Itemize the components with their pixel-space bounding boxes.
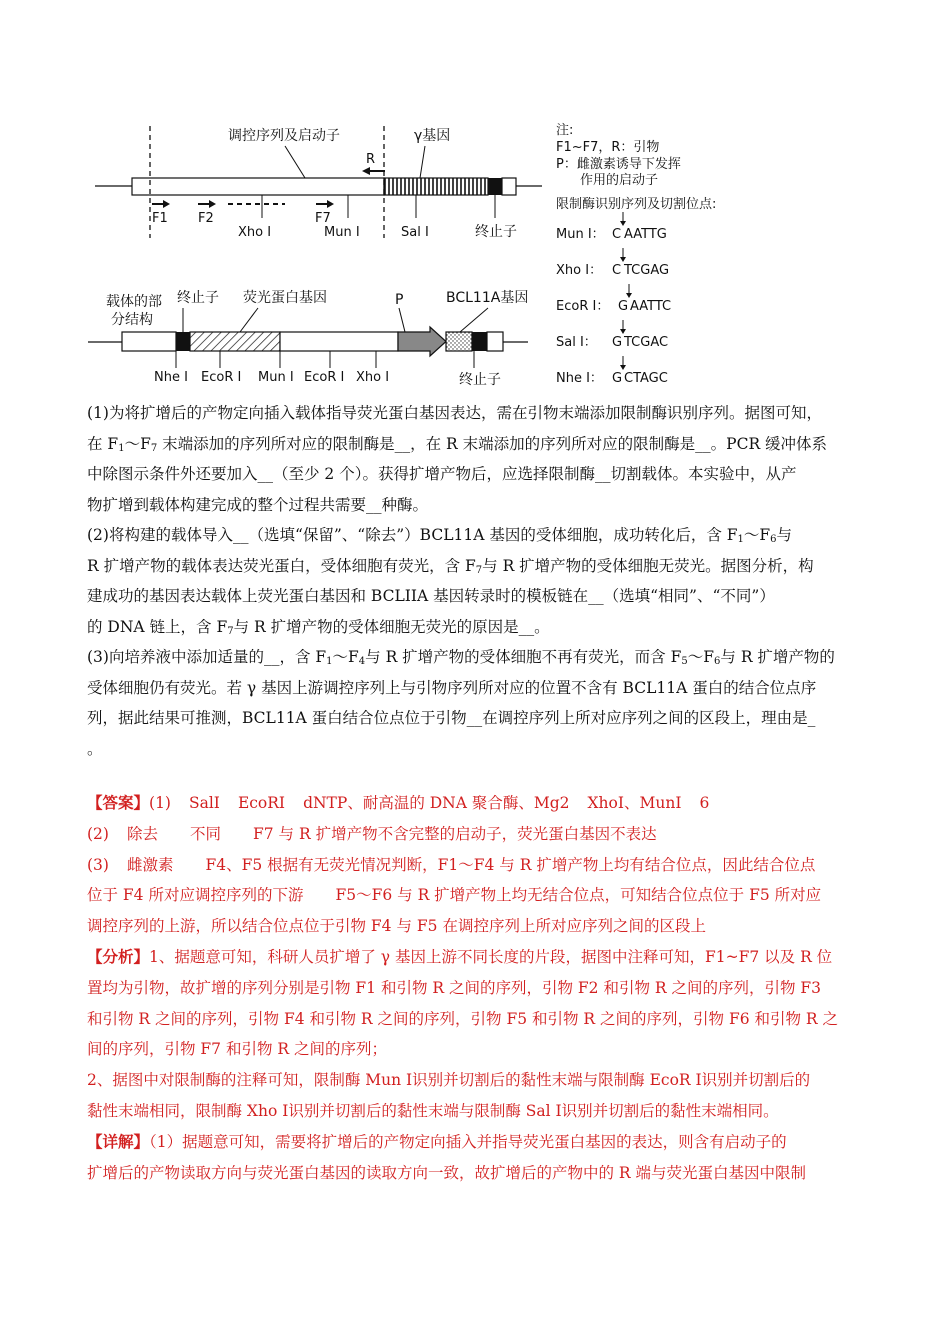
notes-primers: F1~F7，R：引物 (556, 140, 660, 155)
analysis-line-6: 黏性末端相同，限制酶 Xho Ⅰ识别并切割后的黏性末端与限制酶 Sal Ⅰ识别并切割后的黏性末端相同。 (87, 1101, 779, 1120)
q3-line-3: 列，据此结果可推测，BCL11A 蛋白结合位点位于引物__在调控序列上所对应序列之间的区段上，理由是_ (87, 709, 816, 727)
q1-line-3: 中除图示条件外还要加入__（至少 2 个）。获得扩增产物后，应选择限制酶__切割载体。本实验中，从产 (87, 465, 797, 483)
terminator-block (488, 178, 502, 195)
cut-arrowhead-icon (620, 329, 626, 334)
enzyme-row (556, 320, 668, 350)
enzyme-sequence: CTAGC (624, 371, 668, 386)
label-bcl11a: BCL11A基因 (446, 290, 529, 306)
enzyme-cut-base: G (612, 371, 623, 386)
answer-line-4: 位于 F4 所对应调控序列的下游 F5～F6 与 R 扩增产物上均无结合位点，可知结合位点位于 F5 所对应 (87, 886, 822, 905)
question-block (87, 398, 867, 764)
label-R: R (366, 152, 376, 167)
label-nhe: Nhe Ⅰ (154, 370, 188, 385)
enzyme-sequence: AATTG (624, 227, 667, 242)
enzyme-cut-base: C (612, 227, 622, 242)
q1-line-1: (1)为将扩增后的产物定向插入载体指导荧光蛋白基因表达，需在引物末端添加限制酶识别序列。据图可知， (87, 404, 822, 422)
enzyme-cut-base: G (618, 299, 629, 314)
analysis-line-5: 2、据图中对限制酶的注释可知，限制酶 Mun Ⅰ识别并切割后的黏性末端与限制酶 EcoR Ⅰ识别并切割后的 (87, 1071, 811, 1090)
label-ecor-2: EcoR Ⅰ (304, 370, 345, 385)
label-vector-terminator-2: 终止子 (459, 372, 501, 388)
enzyme-sequence: AATTC (630, 299, 672, 314)
analysis-line-4: 间的序列，引物 F7 和引物 R 之间的序列； (87, 1040, 387, 1059)
label-ecor-1: EcoR Ⅰ (201, 370, 242, 385)
gene-diagram (80, 108, 870, 398)
enzyme-name: Sal Ⅰ： (556, 335, 597, 350)
analysis-line-1: 【分析】1、据题意可知，科研人员扩增了 γ 基因上游不同长度的片段，据图中注释可知，F1~F7 以及 R 位 (87, 946, 833, 966)
label-promoter-P: P (395, 292, 404, 308)
label-xho-top: Xho Ⅰ (238, 225, 272, 240)
enzyme-row (556, 284, 671, 314)
q3-line-2: 受体细胞仍有荧光。若 γ 基因上游调控序列上与引物序列所对应的位置不含有 BCL11A 蛋白的结合位点序 (87, 678, 817, 697)
cut-arrowhead-icon (626, 293, 632, 298)
label-gamma-gene: γ基因 (414, 128, 451, 144)
label-mun-top: Mun Ⅰ (324, 225, 360, 240)
enzyme-sequence: TCGAG (624, 263, 670, 278)
cut-arrowhead-icon (620, 365, 626, 370)
label-fluor-gene: 荧光蛋白基因 (243, 290, 327, 306)
label-F7: F7 (315, 211, 331, 226)
enzyme-name: Nhe Ⅰ： (556, 371, 603, 386)
enzyme-name: Mun Ⅰ： (556, 227, 605, 242)
cut-arrowhead-icon (620, 257, 626, 262)
enzyme-row (556, 248, 669, 278)
regulatory-sequence-box (132, 178, 384, 195)
notes-enzyme-title: 限制酶识别序列及切割位点: (556, 197, 717, 212)
vector-terminator-block-2 (472, 332, 487, 351)
label-vector-part-1: 载体的部 (106, 294, 162, 310)
q1-line-2: 在 $F_1\sim F_7$ 末端添加的序列所对应的限制酶是__，在 R 末端添加的序列所对应的限制酶是__。PCR 缓冲体系 (87, 434, 828, 454)
label-terminator-top: 终止子 (475, 224, 517, 240)
gamma-gene-construct (95, 126, 542, 240)
notes-panel (556, 123, 716, 212)
answer-line-2: (2) 除去 不同 F7 与 R 扩增产物不含完整的启动子，荧光蛋白基因不表达 (87, 824, 657, 843)
q3-line-1: (3)向培养液中添加适量的__，含 $F_1\sim F_4$与 R 扩增产物的受体细胞不再有荧光，而含 $F_5\sim F_6$与 R 扩增产物的 (87, 648, 835, 667)
fluorescent-gene-box (190, 332, 280, 351)
label-vector-terminator-1: 终止子 (177, 290, 219, 306)
analysis-line-3: 和引物 R 之间的序列，引物 F4 和引物 R 之间的序列，引物 F5 和引物 R 之间的序列，引物 F6 和引物 R 之 (87, 1009, 839, 1028)
q2-line-1: (2)将构建的载体导入__（选填“保留”、“除去”）BCL11A 基因的受体细胞，成功转化后，含 $F_1\sim F_6$与 (87, 526, 793, 545)
label-sal-top: Sal Ⅰ (401, 225, 429, 240)
enzyme-row (556, 356, 668, 386)
answer-block (87, 788, 867, 1188)
label-mun-bottom: Mun Ⅰ (258, 370, 294, 385)
notes-title: 注: (556, 123, 574, 138)
q3-line-4: 。 (87, 739, 103, 758)
q2-line-3: 建成功的基因表达载体上荧光蛋白基因和 BCLIIA 基因转录时的模板链在__（选填“相同”、“不同”） (87, 587, 775, 605)
cut-arrowhead-icon (620, 221, 626, 226)
answer-line-5: 调控序列的上游，所以结合位点位于引物 F4 与 F5 在调控序列上所对应序列之间的区段上 (87, 917, 706, 936)
label-regulatory: 调控序列及启动子 (228, 128, 340, 144)
label-vector-part-2: 分结构 (111, 312, 153, 328)
q2-line-2: R 扩增产物的载体表达荧光蛋白，受体细胞有荧光，含 $F_7$与 R 扩增产物的受体细胞无荧光。据图分析，构 (87, 556, 814, 576)
enzyme-cut-base: G (612, 335, 623, 350)
enzyme-name: Xho Ⅰ： (556, 263, 603, 278)
label-F1: F1 (152, 211, 168, 226)
vector-terminator-block (176, 332, 190, 351)
analysis-line-2: 置均为引物，故扩增的序列分别是引物 F1 和引物 R 之间的序列，引物 F2 和引物 R 之间的序列，引物 F3 (87, 978, 822, 997)
label-F2: F2 (198, 211, 214, 226)
q2-line-4: 的 DNA 链上，含 $F_7$与 R 扩增产物的受体细胞无荧光的原因是__。 (87, 617, 550, 637)
enzyme-sequence: TCGAC (624, 335, 669, 350)
enzyme-list (556, 212, 671, 386)
answer-line-3: (3) 雌激素 F4、F5 根据有无荧光情况判断，F1～F4 与 R 扩增产物上均有结合位点，因此结合位点 (87, 855, 816, 874)
detail-line-2: 扩增后的产物读取方向与荧光蛋白基因的读取方向一致，故扩增后的产物中的 R 端与荧光蛋白基因中限制 (87, 1163, 807, 1182)
q1-line-4: 物扩增到载体构建完成的整个过程共需要__种酶。 (87, 495, 429, 514)
detail-line-1: 【详解】（1）据题意可知，需要将扩增后的产物定向插入并指导荧光蛋白基因的表达，则含有启动子的 (87, 1131, 787, 1151)
enzyme-cut-base: C (612, 263, 622, 278)
gamma-gene-box (384, 178, 488, 195)
enzyme-name: EcoR Ⅰ： (556, 299, 610, 314)
bcl11a-gene-box (446, 332, 472, 351)
answer-line-1: 【答案】(1) SalI EcoRI dNTP、耐高温的 DNA 聚合酶、Mg2 XhoI、MunI 6 (87, 793, 710, 812)
notes-promoter-2: 作用的启动子 (580, 173, 659, 188)
label-xho-bottom: Xho Ⅰ (356, 370, 390, 385)
enzyme-row (556, 212, 667, 242)
notes-promoter-1: P：雌激素诱导下发挥 (556, 157, 681, 172)
vector-construct (88, 289, 528, 388)
